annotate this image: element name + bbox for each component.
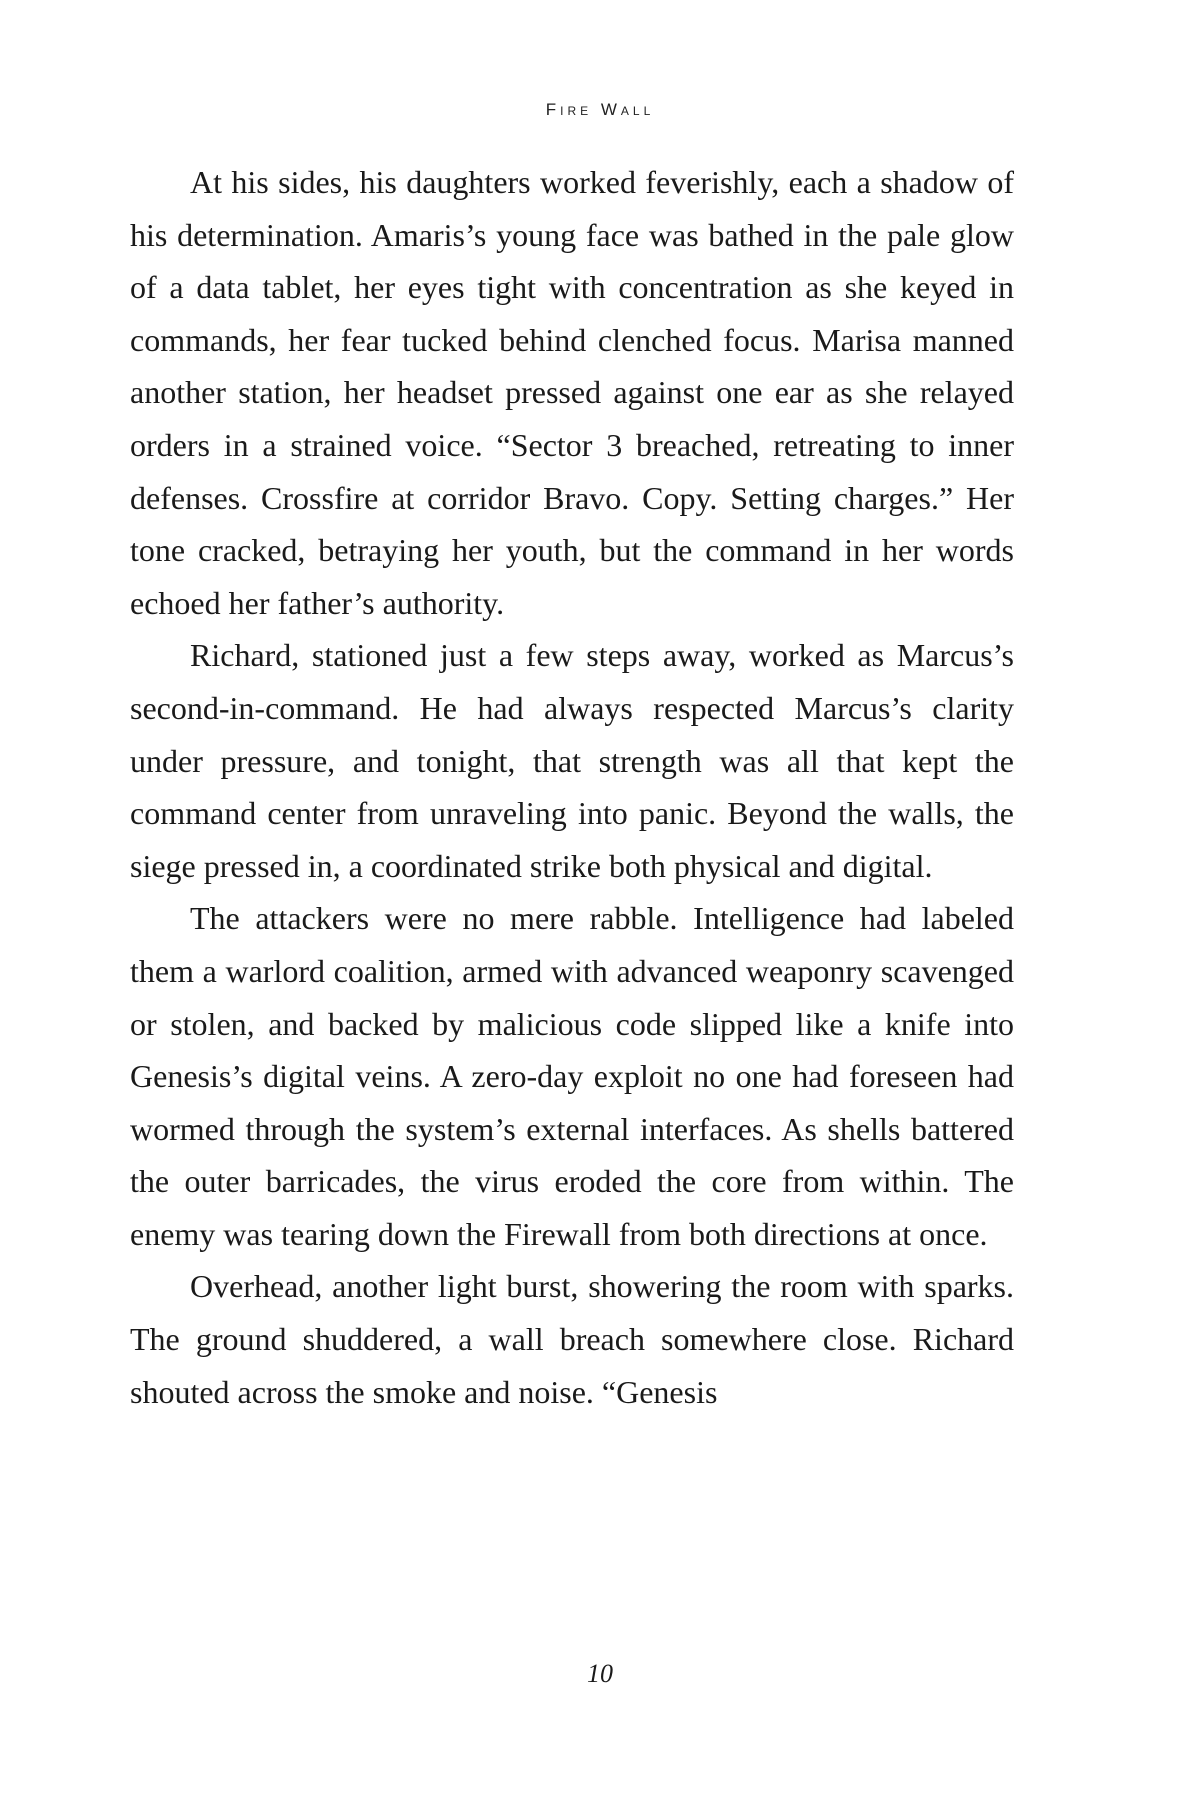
running-head: Fire Wall — [545, 100, 655, 119]
body-text — [130, 156, 1014, 1418]
paragraph-4: Overhead, another light burst, showering the room with sparks. The ground shuddered, a wall breach somewhere close. Richard shouted across the smoke and noise. “Genesis — [130, 1268, 1014, 1410]
page-number: 10 — [587, 1659, 613, 1688]
paragraph-2: Richard, stationed just a few steps away, worked as Marcus’s second-in-command. He had always respected Marcus’s clarity under pressure, and tonight, that strength was all that kept the command center from unraveling into panic. Beyond the walls, the siege pressed in, a coordinated strike both physical and digital. — [130, 637, 1014, 884]
paragraph-1: At his sides, his daughters worked feverishly, each a shadow of his determination. Amaris’s young face was bathed in the pale glow of a data tablet, her eyes tight with concentration as she keyed in commands, her fear tucked behind clenched focus. Marisa manned another station, her headset pressed against one ear as she relayed orders in a strained voice. “Sector 3 breached, retreating to inner defenses. Crossfire at corridor Bravo. Copy. Setting charges.” Her tone cracked, betraying her youth, but the command in her words echoed her father’s authority. — [130, 164, 1014, 621]
paragraph-3: The attackers were no mere rabble. Intelligence had labeled them a warlord coalition, armed with advanced weaponry scavenged or stolen, and backed by malicious code slipped like a knife into Genesis’s digital veins. A zero-day exploit no one had foreseen had wormed through the system’s external interfaces. As shells battered the outer barricades, the virus eroded the core from within. The enemy was tearing down the Firewall from both directions at once. — [130, 900, 1014, 1252]
